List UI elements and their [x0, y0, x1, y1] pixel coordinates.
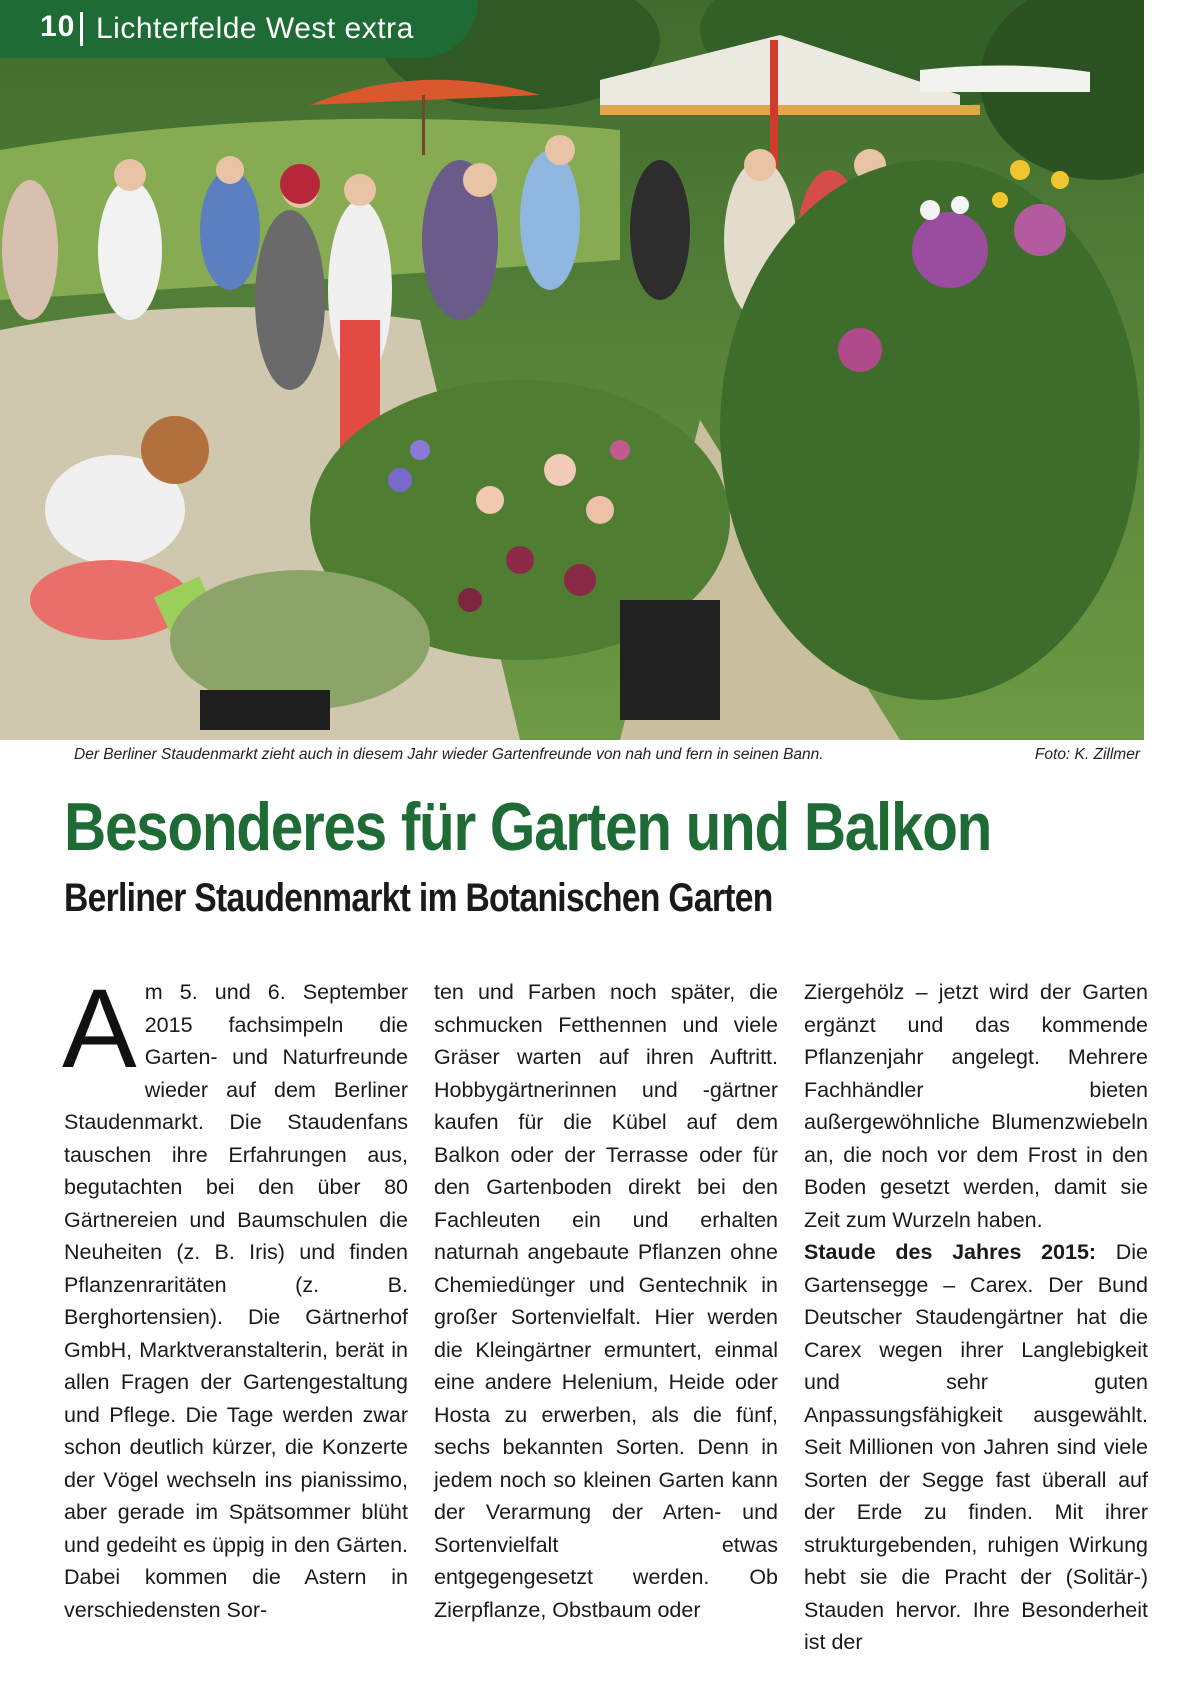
photo-caption: Der Berliner Staudenmarkt zieht auch in diesem Jahr wieder Gartenfreunde von nah und fern in seinen Bann.: [74, 746, 824, 763]
photo-credit: Foto: K. Zillmer: [1034, 746, 1140, 763]
article-column-1: [62, 966, 408, 1626]
header-divider: [80, 12, 83, 46]
page-number: 10: [40, 10, 76, 43]
drop-cap: A: [62, 966, 137, 1091]
plant-of-year-label: Staude des Jahres 2015:: [804, 1240, 1097, 1264]
column-1-text: m 5. und 6. September 2015 fachsimpeln die Garten- und Naturfreunde wieder auf dem Berliner Staudenmarkt. Die Staudenfans tauschen ihre Erfahrungen aus, begutachten bei den über 80 Gärtnereien und Baumschulen die Neuheiten (z. B. Iris) und finden Pflanzenraritäten (z. B. Berghortensien). Die Gärtnerhof GmbH, Marktveranstalterin, berät in allen Fragen der Gartengestaltung und Pflege. Die Tage werden zwar schon deutlich kürzer, die Konzerte der Vögel wechseln ins pianissimo, aber gerade im Spätsommer blüht und gedeiht es üppig in den Gärten. Dabei kommen die Astern in verschiedensten Sor-: [64, 980, 408, 1622]
market-photo: [0, 0, 1144, 740]
article-column-3: [804, 976, 1148, 1659]
section-header: [0, 0, 478, 58]
column-2-text: ten und Farben noch später, die schmucken Fetthennen und viele Gräser warten auf ihren Auftritt. Hobbygärtnerinnen und -gärtner kaufen für die Kübel auf dem Balkon oder der Terrasse oder für den Gartenboden direkt bei den Fachleuten ein und erhalten naturnah angebaute Pflanzen ohne Chemiedünger und Gentechnik in großer Sortenvielfalt. Hier werden die Kleingärtner ermuntert, einmal eine andere Helenium, Heide oder Hosta zu erwerben, als die fünf, sechs bekannten Sorten. Denn in jedem noch so kleinen Garten kann der Verarmung der Arten- und Sortenvielfalt etwas entgegengesetzt werden. Ob Zierpflanze, Obstbaum oder: [434, 980, 778, 1622]
article-headline: Besonderes für Garten und Balkon: [64, 789, 992, 865]
column-3-intro: Ziergehölz – jetzt wird der Garten ergänzt und das kommende Pflanzenjahr angelegt. Mehrere Fachhändler bieten außergewöhnliche Blumenzwiebeln an, die noch vor dem Frost in den Boden gesetzt werden, damit sie Zeit zum Wurzeln haben.: [804, 980, 1148, 1232]
market-photo-illustration: [0, 0, 1144, 740]
article-subheadline: Berliner Staudenmarkt im Botanischen Garten: [64, 876, 773, 920]
article-column-2: [434, 976, 778, 1626]
column-3-text: Die Gartensegge – Carex. Der Bund Deutscher Staudengärtner hat die Carex wegen ihrer Langlebigkeit und sehr guten Anpassungsfähigkeit ausgewählt. Seit Millionen von Jahren sind viele Sorten der Segge fast überall auf der Erde zu finden. Mit ihrer strukturgebenden, ruhigen Wirkung hebt sie die Pracht der (Solitär-) Stauden hervor. Ihre Besonderheit ist der: [804, 1240, 1149, 1654]
section-title: Lichterfelde West extra: [96, 12, 414, 45]
